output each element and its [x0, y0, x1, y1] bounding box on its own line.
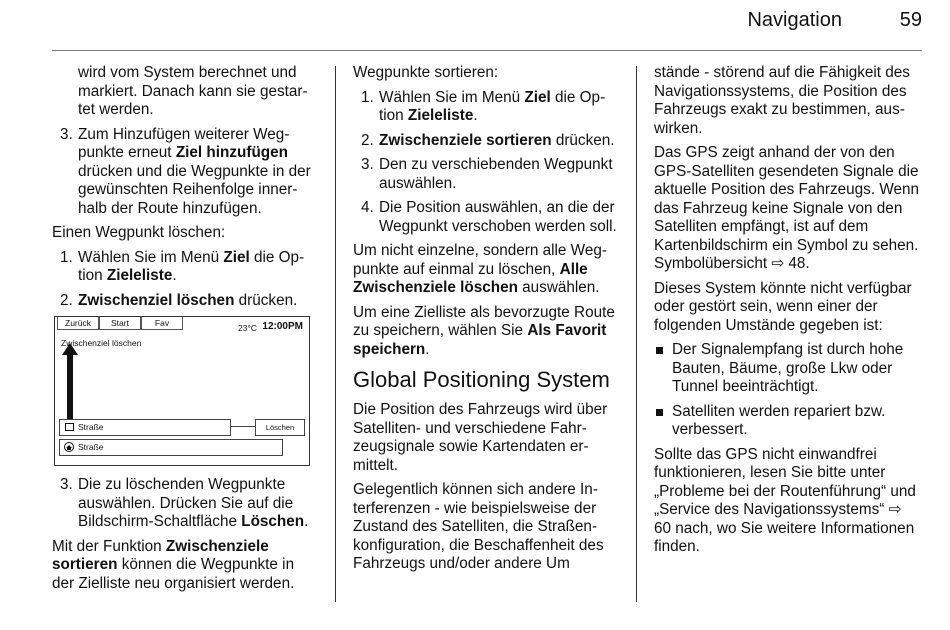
tab-zurueck: Zurück [57, 317, 99, 330]
column-2 [353, 64, 621, 580]
list-item: 3. Den zu verschiebenden Wegpunkt auswählen. [361, 156, 613, 192]
column-divider-1 [335, 66, 336, 602]
arrow-shaft [67, 349, 73, 421]
temperature: 23°C [238, 323, 257, 333]
square-bullet-icon [656, 347, 663, 354]
paragraph: Die Position des Fahrzeugs wird über Satelliten- und verschiedene Fahrzeugsignale sowie Kartendaten ermittelt. [353, 401, 608, 474]
section-title: Navigation [747, 9, 842, 31]
paragraph: Um nicht einzelne, sondern alle Wegpunkte auf einmal zu löschen, Alle Zwischenziele löschen auswählen. [353, 242, 607, 296]
paragraph: Einen Wegpunkt löschen: [52, 224, 226, 241]
list-item: 1. Wählen Sie im Menü Ziel die Option Zieleliste. [361, 88, 606, 124]
tab-fav: Fav [141, 317, 183, 330]
header-rule [52, 50, 922, 51]
page-number: 59 [899, 9, 922, 31]
list-item: 3. Zum Hinzufügen weiterer Wegpunkte erneut Ziel hinzufügen drücken und die Wegpunkte in der gewünschten Reihenfolge innerhalb der Route hinzufügen. [60, 125, 311, 217]
paragraph: Mit der Funktion Zwischenziele sortieren können die Wegpunkte in der Zielliste neu organisiert werden. [52, 537, 295, 592]
bullet-item: Satelliten werden repariert bzw. verbessert. [654, 403, 922, 440]
destination-row: Straße [59, 439, 283, 456]
paragraph: wird vom System berechnet und markiert. Danach kann sie gestartet werden. [78, 64, 308, 118]
column-divider-2 [636, 66, 637, 602]
tab-bar [55, 317, 309, 331]
list-item: 2. Zwischenziele sortieren drücken. [361, 131, 615, 149]
list-item: 2. Zwischenziel löschen drücken. [60, 291, 298, 309]
waypoint-row: Straße [59, 419, 231, 436]
paragraph: Gelegentlich können sich andere Interferenzen - wie beispielsweise der Zustand des Satelliten, die Straßenkonfiguration, die Beschaffenheit des Fahrzeugs und/oder andere Um [353, 481, 604, 572]
connector-line [231, 426, 255, 427]
square-bullet-icon [656, 409, 663, 416]
list-item: 3. Die zu löschenden Wegpunkte auswählen. Drücken Sie auf die Bildschirm-Schaltfläche Löschen. [60, 476, 309, 530]
clock: 12:00PM [262, 321, 303, 332]
paragraph: Das GPS zeigt anhand der von den GPS-Satelliten gesendeten Signale die aktuelle Position des Fahrzeugs. Wenn das Fahrzeug keine Signale von den Satelliten empfängt, ist auf dem Kartenbildschirm ein Symbol zu sehen. Symbolübersicht ⇨ 48. [654, 144, 920, 272]
bullet-item: Der Signalempfang ist durch hohe Bauten, Bäume, große Lkw oder Tunnel beeinträchtigt. [654, 341, 922, 397]
paragraph: Wegpunkte sortieren: [353, 64, 499, 81]
tab-start: Start [99, 317, 141, 330]
page-header [0, 8, 950, 38]
paragraph: Dieses System könnte nicht verfügbar oder gestört sein, wenn einer der folgenden Umstände gegeben ist: [654, 279, 912, 334]
screen-title: Zwischenziel löschen [61, 338, 142, 348]
column-1 [52, 64, 318, 599]
list-item: 4. Die Position auswählen, an die der Wegpunkt verschoben werden soll. [361, 199, 617, 235]
home-icon [64, 442, 74, 452]
flag-icon [65, 423, 74, 431]
paragraph: Sollte das GPS nicht einwandfrei funktionieren, lesen Sie bitte unter „Probleme bei der Routenführung“ und „Service des Navigationssystems“ ⇨ 60 nach, wo Sie weitere Informationen finden. [654, 445, 916, 555]
screen-illustration [54, 316, 310, 466]
section-heading: Global Positioning System [353, 367, 610, 392]
paragraph: Um eine Zielliste als bevorzugte Route zu speichern, wählen Sie Als Favorit speichern. [353, 303, 615, 358]
column-3 [654, 64, 922, 563]
paragraph: stände - störend auf die Fähigkeit des Navigationssystems, die Position des Fahrzeugs exakt zu bestimmen, auswirken. [654, 64, 910, 137]
list-item: 1. Wählen Sie im Menü Ziel die Option Zieleliste. [60, 248, 305, 284]
delete-button: Löschen [255, 419, 305, 436]
